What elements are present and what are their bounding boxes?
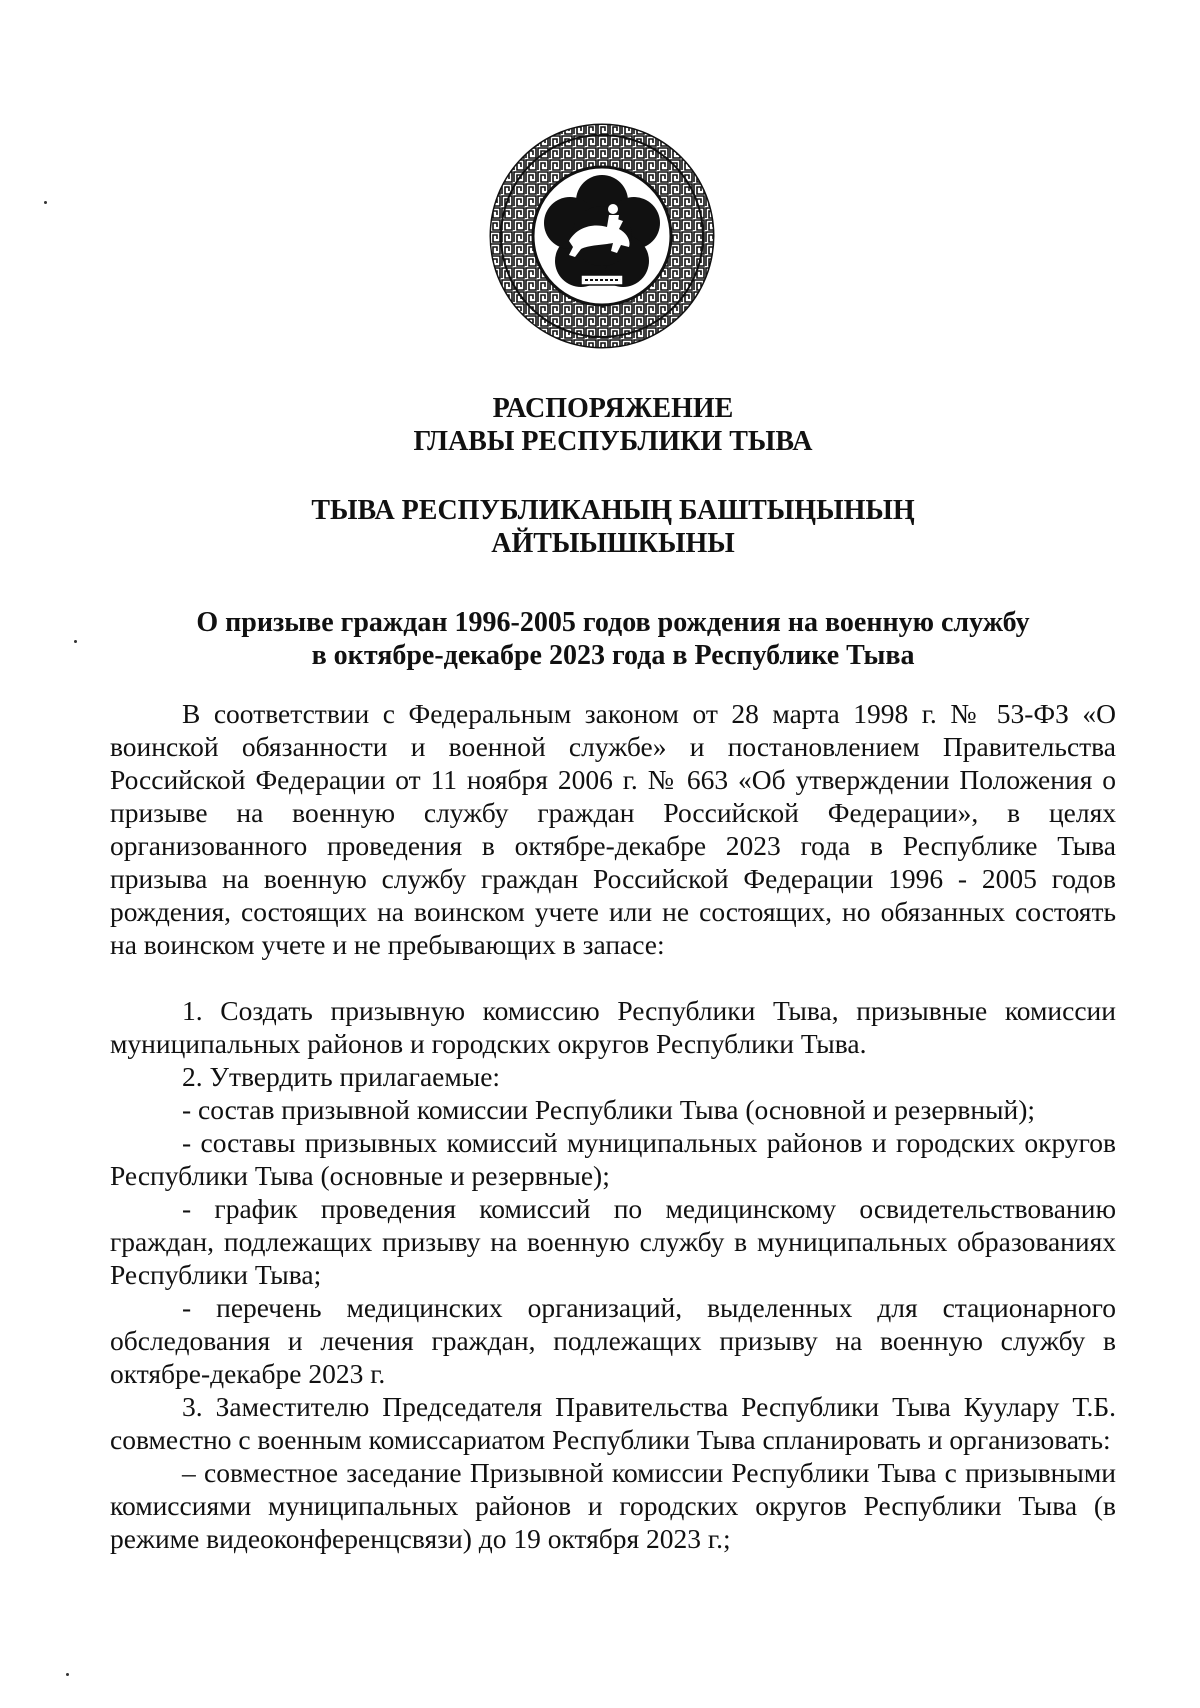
preamble-paragraph: В соответствии с Федеральным законом от 28 марта 1998 г. № 53-ФЗ «О воинской обязанности и военной службе» и постановлением Правительства Российской Федерации от 11 ноября 2006 г. № 663 «Об утверждении Положения о призыве на военную службу граждан Российской Федерации», в целях организованного проведения в октябре-декабре 2023 года в Республике Тыва призыва на военную службу граждан Российской Федерации 1996 - 2005 годов рождения, состоящих на воинском учете или не состоящих, но обязанных состоять на воинском учете и не пребывающих в запасе: — [110, 698, 1116, 960]
title-line-2: ГЛАВЫ РЕСПУБЛИКИ ТЫВА — [413, 426, 813, 457]
scan-speck — [44, 201, 47, 204]
item-2c-paragraph: - график проведения комиссий по медицинскому освидетельствованию граждан, подлежащих призыву на военную службу в муниципальных образованиях Республики Тыва; — [110, 1193, 1116, 1290]
tuva-emblem — [489, 123, 715, 349]
tuvan-title-line-2: АЙТЫЫШКЫНЫ — [491, 528, 735, 559]
item-2b-paragraph: - составы призывных комиссий муниципальных районов и городских округов Республики Тыва (основные и резервные); — [110, 1127, 1116, 1191]
scan-speck — [74, 640, 77, 643]
document-heading — [110, 392, 1116, 560]
subject-line-1: О призыве граждан 1996-2005 годов рождения на военную службу — [196, 607, 1030, 638]
scan-speck — [66, 1673, 69, 1676]
title-line-1: РАСПОРЯЖЕНИЕ — [492, 393, 734, 424]
item-1-paragraph: 1. Создать призывную комиссию Республики Тыва, призывные комиссии муниципальных районов и городских округов Республики Тыва. — [110, 995, 1116, 1059]
document-body — [110, 697, 1116, 1555]
subject-line-2: в октябре-декабре 2023 года в Республике Тыва — [311, 640, 915, 671]
item-2a-paragraph: - состав призывной комиссии Республики Тыва (основной и резервный); — [182, 1094, 1036, 1125]
item-3-paragraph: 3. Заместителю Председателя Правительства Республики Тыва Куулару Т.Б. совместно с военным комиссариатом Республики Тыва спланировать и организовать: — [110, 1391, 1116, 1455]
item-3a-paragraph: – совместное заседание Призывной комиссии Республики Тыва с призывными комиссиями муниципальных районов и городских округов Республики Тыва (в режиме видеоконференцсвязи) до 19 октября 2023 г.; — [110, 1457, 1116, 1554]
item-2d-paragraph: - перечень медицинских организаций, выделенных для стационарного обследования и лечения граждан, подлежащих призыву на военную службу в октябре-декабре 2023 г. — [110, 1292, 1116, 1389]
tuvan-title-line-1: ТЫВА РЕСПУБЛИКАНЫҢ БАШТЫҢЫНЫҢ — [311, 495, 915, 526]
item-2-paragraph: 2. Утвердить прилагаемые: — [182, 1061, 501, 1092]
document-subject — [110, 606, 1116, 672]
